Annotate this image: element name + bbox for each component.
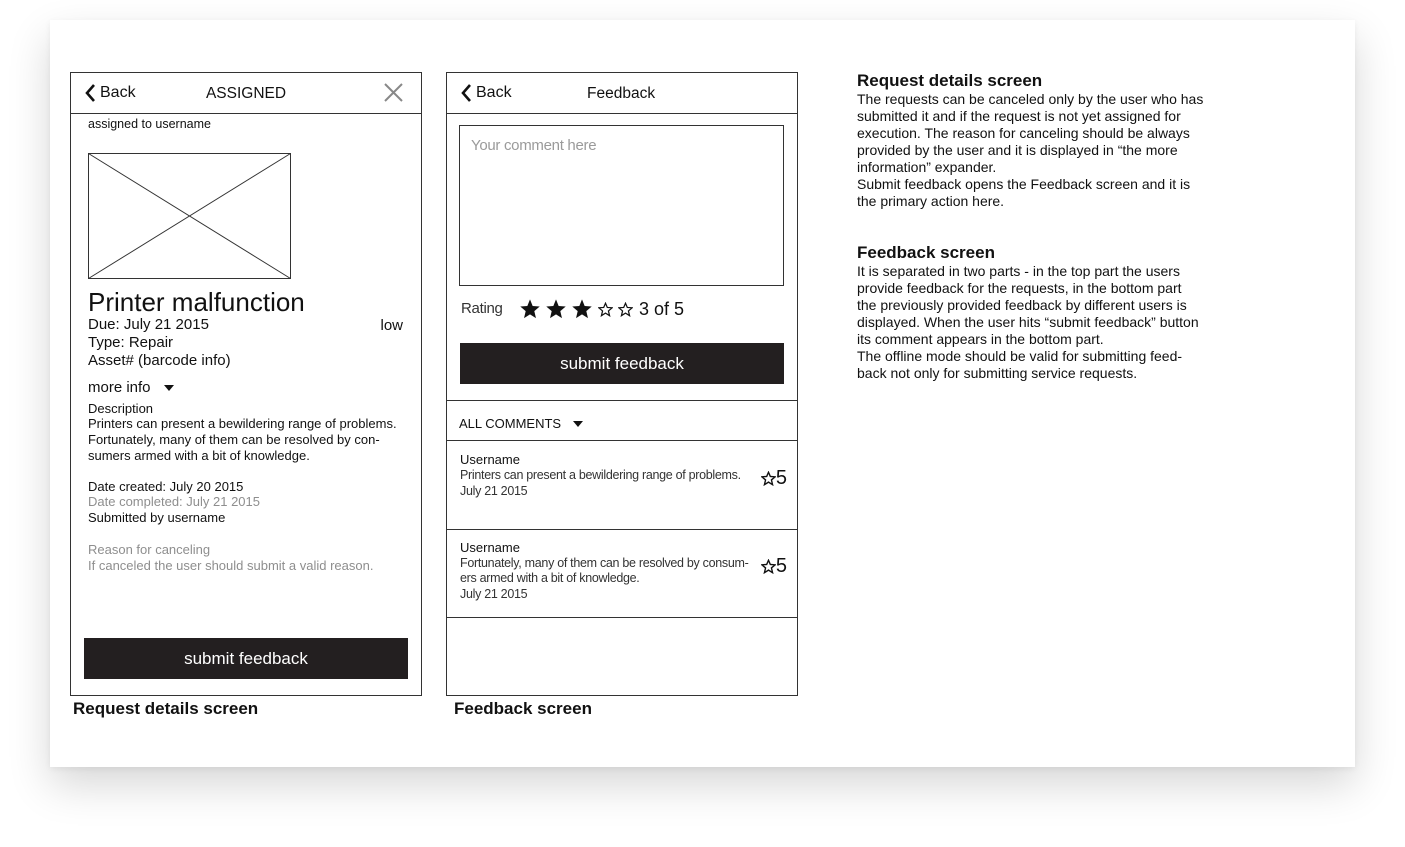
list-item <box>447 529 797 618</box>
back-label: Back <box>476 84 512 101</box>
star-outline-icon <box>761 471 776 486</box>
feedback-topbar <box>447 73 797 114</box>
request-notes-heading: Request details screen <box>857 71 1043 90</box>
request-notes-text: The requests can be canceled only by the user who has submitted it and if the request is not yet assigned for execution. The reason for canceling should be always provided by the user and it is displayed in “the more information” expander. Submit feedback opens the Feedback screen and it is the primary action here. <box>857 91 1204 209</box>
list-item <box>447 440 797 530</box>
submitted-by: Submitted by username <box>88 510 226 525</box>
priority-label: low <box>380 317 403 334</box>
rating-stars[interactable] <box>519 297 684 321</box>
description-label: Description <box>88 401 154 416</box>
submit-feedback-button[interactable]: submit feedback <box>460 343 784 384</box>
star-filled-icon[interactable] <box>545 298 567 320</box>
star-outline-icon[interactable] <box>618 302 633 317</box>
description-text: Printers can present a bewildering range of problems. Fortunately, many of them can be resolved by con-sumers armed with a bit of knowledge. <box>88 416 397 463</box>
comment-score-value: 5 <box>775 555 787 577</box>
close-icon[interactable] <box>384 83 403 102</box>
comment-placeholder: Your comment here <box>471 137 597 154</box>
assigned-to: assigned to username <box>88 117 211 131</box>
comment-text: Printers can present a bewildering range of problems. <box>460 468 741 482</box>
comment-username: Username <box>460 540 520 555</box>
comment-score-value: 5 <box>775 467 787 489</box>
request-screen-caption: Request details screen <box>73 699 259 718</box>
rating-label: Rating <box>461 300 503 317</box>
date-completed: Date completed: July 21 2015 <box>88 494 260 509</box>
comment-date: July 21 2015 <box>460 484 528 498</box>
asset-number: Asset# (barcode info) <box>88 352 231 369</box>
comments-filter-label: ALL COMMENTS <box>459 416 562 431</box>
comment-username: Username <box>460 452 520 467</box>
request-topbar <box>71 73 421 114</box>
comments-divider <box>447 400 797 401</box>
image-placeholder-icon <box>88 153 291 279</box>
comment-date: July 21 2015 <box>460 587 528 601</box>
comment-score <box>761 467 787 490</box>
feedback-screen <box>446 72 798 696</box>
feedback-screen-caption: Feedback screen <box>454 699 592 718</box>
star-filled-icon[interactable] <box>519 298 541 320</box>
comments-filter[interactable] <box>459 416 583 431</box>
feedback-notes <box>857 243 1237 382</box>
rating-value: 3 of 5 <box>639 298 685 319</box>
request-notes <box>857 71 1237 210</box>
feedback-notes-heading: Feedback screen <box>857 243 995 262</box>
star-filled-icon[interactable] <box>571 298 593 320</box>
request-details-screen <box>70 72 422 696</box>
status-title: ASSIGNED <box>205 85 287 102</box>
chevron-left-icon <box>461 83 472 103</box>
caret-down-icon <box>164 385 174 391</box>
back-button[interactable] <box>461 83 512 103</box>
date-created: Date created: July 20 2015 <box>88 479 244 494</box>
reason-label: Reason for canceling <box>88 542 211 557</box>
caret-down-icon <box>573 421 583 427</box>
comment-textarea[interactable] <box>459 125 784 286</box>
comment-score <box>761 555 787 578</box>
more-info-label: more info <box>88 379 151 396</box>
star-outline-icon <box>761 559 776 574</box>
request-type: Type: Repair <box>88 334 174 351</box>
due-date: Due: July 21 2015 <box>88 316 209 333</box>
submit-feedback-button[interactable]: submit feedback <box>84 638 408 679</box>
comment-text: Fortunately, many of them can be resolved by consum-ers armed with a bit of knowledge. <box>460 556 749 585</box>
request-title: Printer malfunction <box>88 287 305 317</box>
reason-text: If canceled the user should submit a valid reason. <box>88 558 374 573</box>
more-info-expander[interactable] <box>88 379 174 396</box>
back-label: Back <box>100 84 136 101</box>
star-outline-icon[interactable] <box>598 302 613 317</box>
feedback-notes-text: It is separated in two parts - in the top part the users provide feedback for the requests, in the bottom part the previously provided feedback by different users is displayed. When the user hits “submit feedback” button its comment appears in the bottom part. The offline mode should be valid for submitting feed- back not only for submitting service requests. <box>857 263 1199 381</box>
feedback-title: Feedback <box>587 85 656 102</box>
